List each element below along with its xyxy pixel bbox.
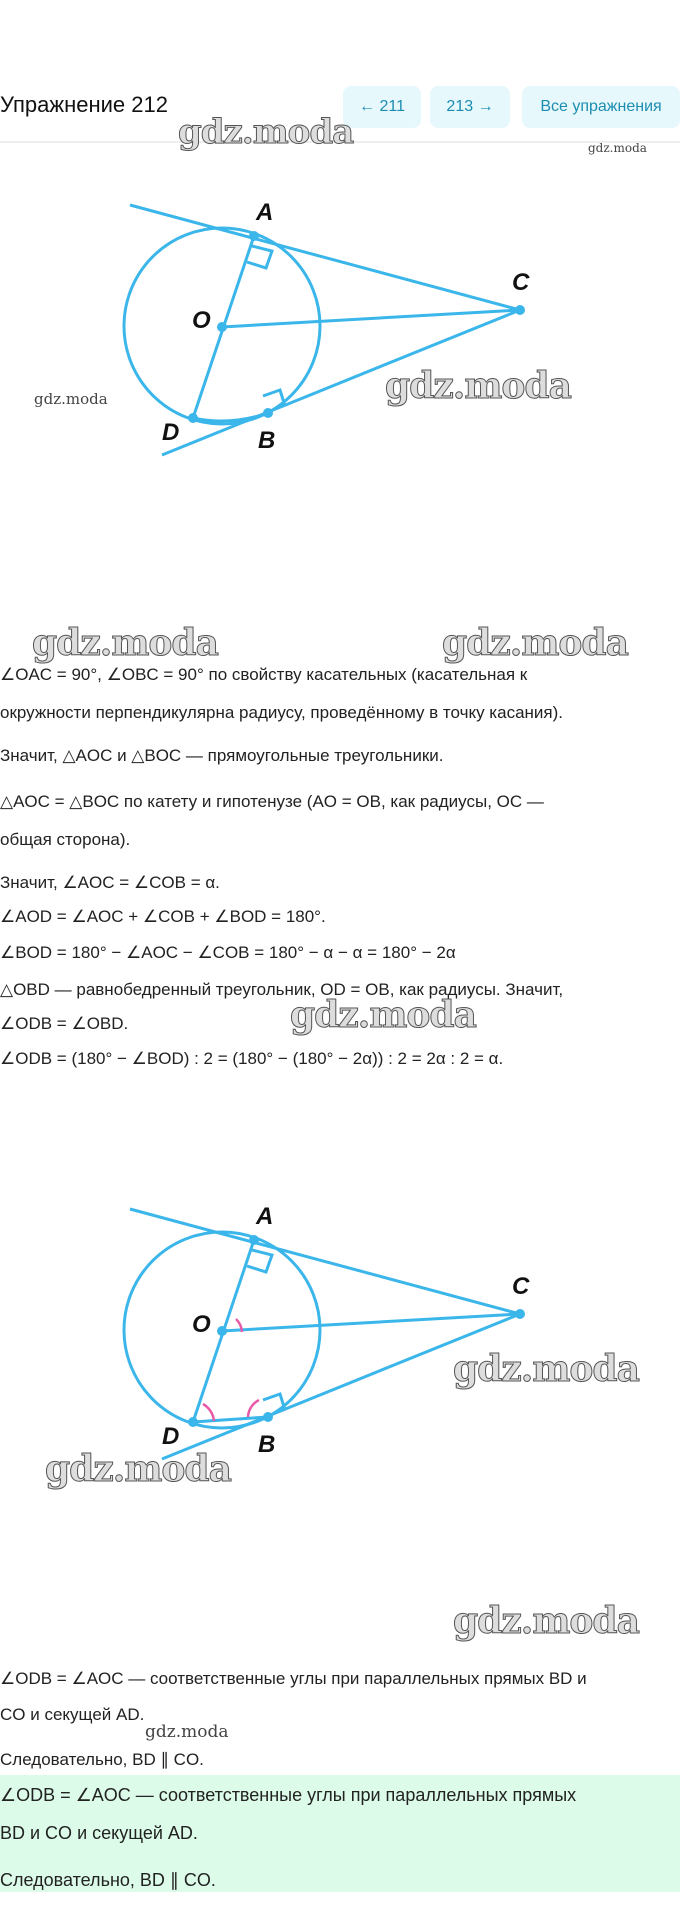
highlight-line: BD и CO и секущей AD. xyxy=(0,1823,198,1843)
solution-line: △AOC = △BOC по катету и гипотенузе (AO = OB, как радиусы, OC — xyxy=(0,792,544,811)
watermark: gdz.moda xyxy=(34,390,108,408)
solution-line: ∠ODB = ∠OBD. xyxy=(0,1014,129,1033)
solution-line: окружности перпендикулярна радиусу, проведённому в точку касания). xyxy=(0,703,564,722)
label-d: D xyxy=(162,1423,180,1450)
highlight-line: Следовательно, BD ∥ CO. xyxy=(0,1870,216,1890)
label-c: C xyxy=(512,269,530,296)
watermark: gdz.moda xyxy=(32,622,218,664)
watermark: gdz.moda xyxy=(178,112,354,152)
prev-exercise-button[interactable]: ← 211 xyxy=(343,86,421,128)
watermark: gdz.moda xyxy=(145,1722,229,1742)
solution-line: ∠BOD = 180° − ∠AOC − ∠COB = 180° − α − α = 180° − 2α xyxy=(0,943,456,962)
all-exercises-button[interactable]: Все упражнения xyxy=(522,86,680,128)
label-o: O xyxy=(192,1311,211,1338)
solution-line: Значит, ∠AOC = ∠COB = α. xyxy=(0,873,220,892)
label-a: A xyxy=(256,199,274,226)
figure-1 xyxy=(0,150,680,470)
watermark: gdz.moda xyxy=(442,622,628,664)
figure-2 xyxy=(0,1154,680,1474)
watermark: gdz.moda xyxy=(290,994,476,1036)
conclusion-line: CO и секущей AD. xyxy=(0,1705,145,1724)
solution-line: ∠AOD = ∠AOC + ∠COB + ∠BOD = 180°. xyxy=(0,907,326,926)
watermark: gdz.moda xyxy=(453,1600,639,1642)
page-title: Упражнение 212 xyxy=(0,92,168,117)
label-d: D xyxy=(162,419,180,446)
conclusion-line: ∠ODB = ∠AOC — соответственные углы при параллельных прямых BD и xyxy=(0,1669,587,1688)
watermark: gdz.moda xyxy=(385,365,571,407)
solution-line: общая сторона). xyxy=(0,830,131,849)
solution-line: Значит, △AOC и △BOC — прямоугольные треугольники. xyxy=(0,746,444,765)
label-c: C xyxy=(512,1273,530,1300)
watermark: gdz.moda xyxy=(45,1448,231,1490)
label-b: B xyxy=(258,427,276,454)
solution-line: ∠ODB = (180° − ∠BOD) : 2 = (180° − (180° − 2α)) : 2 = 2α : 2 = α. xyxy=(0,1049,504,1068)
label-o: O xyxy=(192,307,211,334)
label-b: B xyxy=(258,1431,276,1458)
solution-line: ∠OAC = 90°, ∠OBC = 90° по свойству касательных (касательная к xyxy=(0,665,528,684)
watermark: gdz.moda xyxy=(588,141,647,155)
watermark: gdz.moda xyxy=(453,1348,639,1390)
solution-line: △OBD — равнобедренный треугольник, OD = OB, как радиусы. Значит, xyxy=(0,980,564,999)
next-exercise-button[interactable]: 213 → xyxy=(430,86,510,128)
highlight-line: ∠ODB = ∠AOC — соответственные углы при параллельных прямых xyxy=(0,1785,577,1805)
label-a: A xyxy=(256,1203,274,1230)
conclusion-line: Следовательно, BD ∥ CO. xyxy=(0,1750,204,1769)
